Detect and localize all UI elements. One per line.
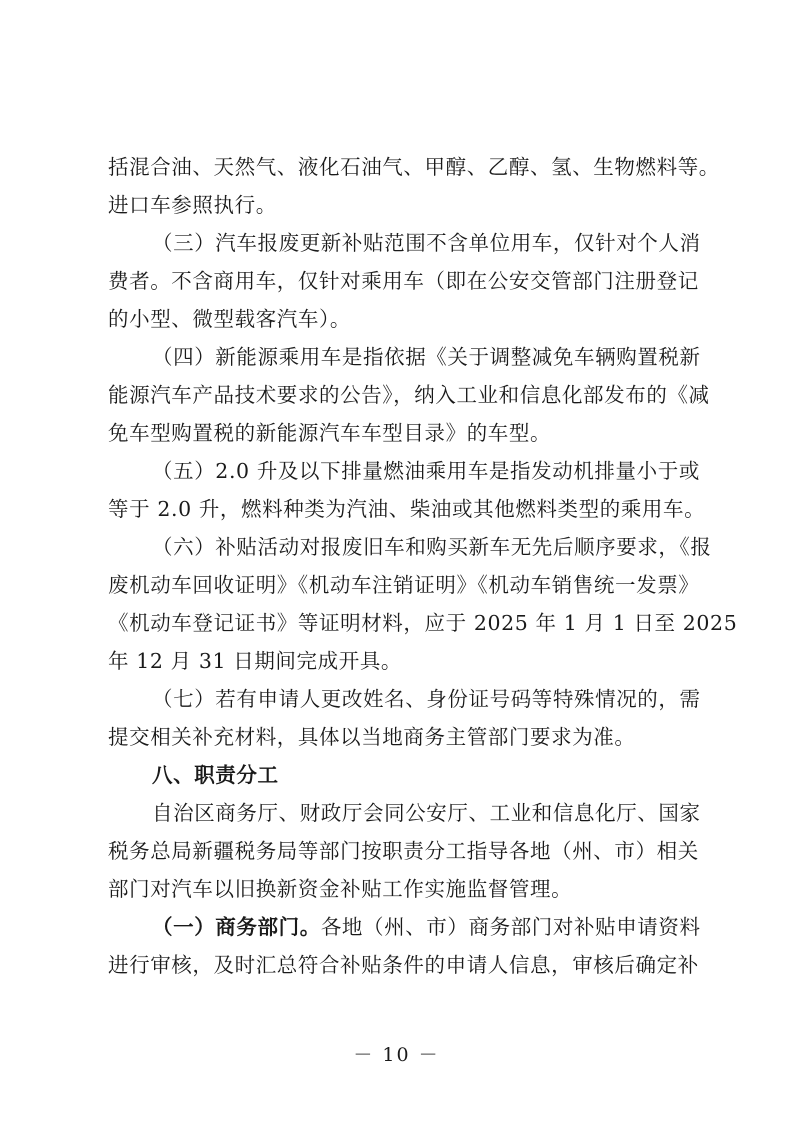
paragraph-line: 进口车参照执行。 [108, 193, 277, 217]
paragraph-line: 进行审核，及时汇总符合补贴条件的申请人信息，审核后确定补 [108, 953, 699, 977]
paragraph-line: （六）补贴活动对报废旧车和购买新车无先后顺序要求，《报 [152, 535, 712, 559]
paragraph-line: 税务总局新疆税务局等部门按职责分工指导各地（州、市）相关 [108, 839, 699, 863]
paragraph-line: （七）若有申请人更改姓名、身份证号码等特殊情况的，需 [152, 687, 701, 711]
paragraph-line: 自治区商务厅、财政厅会同公安厅、工业和信息化厅、国家 [152, 801, 701, 825]
paragraph-line: 《机动车登记证书》等证明材料，应于 2025 年 1 月 1 日至 2025 [108, 611, 738, 635]
paragraph-line: 提交相关补充材料，具体以当地商务主管部门要求为准。 [108, 725, 636, 749]
paragraph-line: 能源汽车产品技术要求的公告》，纳入工业和信息化部发布的《减 [108, 383, 710, 407]
bold-lead: （一）商务部门。 [152, 915, 321, 939]
paragraph-line: 免车型购置税的新能源汽车车型目录》的车型。 [108, 421, 552, 445]
paragraph-line-rest: 各地（州、市）商务部门对补贴申请资料 [320, 915, 701, 939]
paragraph-line: （四）新能源乘用车是指依据《关于调整减免车辆购置税新 [152, 345, 701, 369]
paragraph-line: 等于 2.0 升，燃料种类为汽油、柴油或其他燃料类型的乘用车。 [108, 497, 706, 521]
paragraph-line: （三）汽车报废更新补贴范围不含单位用车，仅针对个人消 [152, 231, 701, 255]
paragraph-line: 括混合油、天然气、液化石油气、甲醇、乙醇、氢、生物燃料等。 [108, 155, 720, 179]
paragraph-line: （五）2.0 升及以下排量燃油乘用车是指发动机排量小于或 [152, 459, 700, 483]
body-text [108, 148, 738, 984]
section-heading: 八、职责分工 [152, 763, 279, 787]
paragraph-line: 年 12 月 31 日期间完成开具。 [108, 649, 403, 673]
paragraph-line [108, 908, 701, 946]
paragraph-line: 费者。不含商用车，仅针对乘用车（即在公安交管部门注册登记 [108, 269, 699, 293]
page-number: － 10 － [353, 1044, 440, 1066]
paragraph-line: 的小型、微型载客汽车）。 [108, 307, 351, 331]
paragraph-line: 废机动车回收证明》《机动车注销证明》《机动车销售统一发票》 [108, 573, 700, 597]
paragraph-line: 部门对汽车以旧换新资金补贴工作实施监督管理。 [108, 877, 573, 901]
